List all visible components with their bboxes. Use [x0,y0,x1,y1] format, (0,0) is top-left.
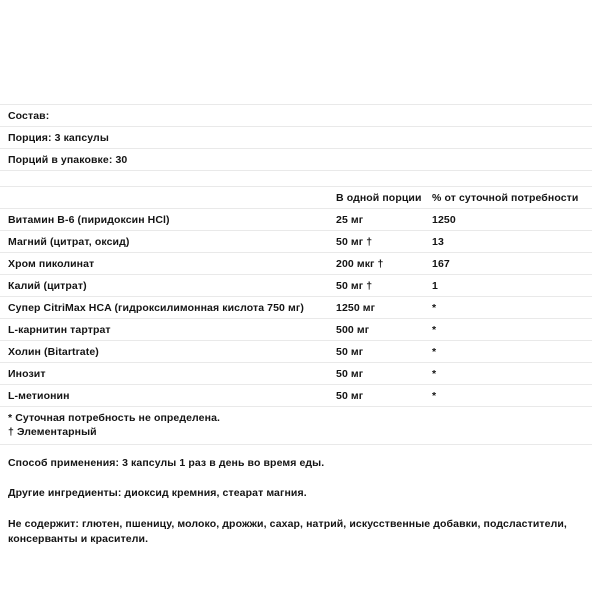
ingredient-daily-value: 1250 [432,209,592,231]
footnote-daily-value: * Суточная потребность не определена. [8,412,221,424]
ingredient-amount: 50 мг † [336,275,432,297]
table-header [0,187,592,209]
table-row [0,253,592,275]
ingredient-amount: 1250 мг [336,297,432,319]
servings-per-container-row: Порций в упаковке: 30 [8,153,128,166]
top-spacer [0,0,600,104]
ingredient-name: Магний (цитрат, оксид) [0,231,336,253]
ingredient-name: Инозит [0,363,336,385]
ingredient-daily-value: * [432,385,592,407]
ingredient-amount: 200 мкг † [336,253,432,275]
supplement-facts-panel [0,104,592,445]
table-gap [0,171,592,186]
ingredient-daily-value: 167 [432,253,592,275]
ingredient-name: L-карнитин тартрат [0,319,336,341]
ingredient-name: Калий (цитрат) [0,275,336,297]
ingredient-name: Супер CitriMax HCA (гидроксилимонная кислота 750 мг) [0,297,336,319]
footnotes-block [0,406,592,445]
table-row [0,319,592,341]
ingredient-daily-value: 13 [432,231,592,253]
column-header-percent-daily-value: % от суточной потребности [432,187,592,209]
ingredient-daily-value: * [432,297,592,319]
ingredient-daily-value: * [432,319,592,341]
ingredient-amount: 50 мг [336,363,432,385]
composition-heading: Состав: [8,109,50,122]
ingredient-name: Витамин B-6 (пиридоксин HCl) [0,209,336,231]
table-body [0,209,592,407]
ingredient-daily-value: * [432,363,592,385]
table-row [0,363,592,385]
ingredient-amount: 50 мг [336,385,432,407]
ingredient-name: Хром пиколинат [0,253,336,275]
column-header-name [0,187,336,209]
table-row [0,297,592,319]
supplement-facts-table [0,186,592,406]
ingredient-amount: 50 мг [336,341,432,363]
table-header-row [0,187,592,209]
ingredient-name: L-метионин [0,385,336,407]
table-row [0,231,592,253]
table-row [0,275,592,297]
table-row [0,341,592,363]
table-row [0,209,592,231]
free-from-text: Не содержит: глютен, пшеницу, молоко, дрожжи, сахар, натрий, искусственные добавки, подсластители, консерванты и красители. [8,518,567,545]
ingredient-daily-value: * [432,341,592,363]
ingredient-amount: 50 мг † [336,231,432,253]
column-header-amount-per-serving: В одной порции [336,187,432,209]
footnote-elemental: † Элементарный [8,426,97,438]
ingredient-amount: 500 мг [336,319,432,341]
other-ingredients-text: Другие ингредиенты: диоксид кремния, стеарат магния. [8,487,307,499]
serving-size-row: Порция: 3 капсулы [8,131,109,144]
ingredient-amount: 25 мг [336,209,432,231]
ingredient-daily-value: 1 [432,275,592,297]
ingredient-name: Холин (Bitartrate) [0,341,336,363]
table-row [0,385,592,407]
directions-text: Способ применения: 3 капсулы 1 раз в день во время еды. [8,457,325,469]
